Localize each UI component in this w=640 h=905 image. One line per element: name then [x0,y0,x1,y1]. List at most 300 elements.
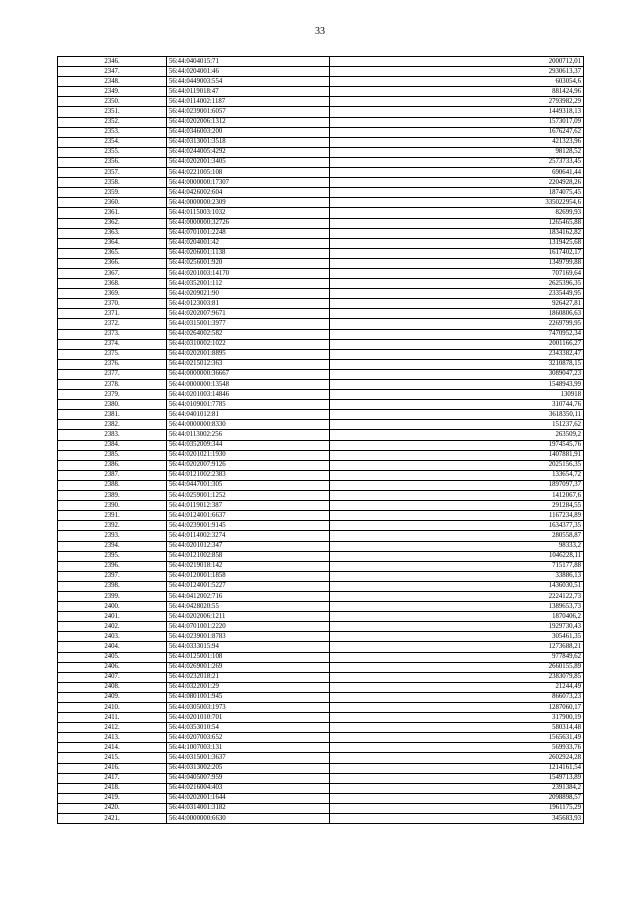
cadastral-value-cell: 1834162,82 [330,228,584,238]
table-row [58,369,584,379]
row-number-cell: 2377. [58,369,167,379]
cadastral-value-cell: 291284,55 [330,501,584,511]
cadastral-number-cell: 56:44:0315001:3977 [167,319,330,329]
cadastral-number-cell: 56:44:0201003:14170 [167,268,330,278]
cadastral-number-cell: 56:44:0202001:8895 [167,349,330,359]
row-number-cell: 2396. [58,561,167,571]
cadastral-value-cell: 1287060,17 [330,703,584,713]
cadastral-value-cell: 1860806,63 [330,309,584,319]
row-number-cell: 2415. [58,753,167,763]
row-number-cell: 2378. [58,380,167,390]
cadastral-number-cell: 56:44:0239001:6057 [167,107,330,117]
cadastral-number-cell: 56:44:0352001:112 [167,279,330,289]
cadastral-value-cell: 603054,6 [330,77,584,87]
cadastral-value-cell: 310744,76 [330,400,584,410]
cadastral-number-cell: 56:44:0216004:403 [167,783,330,793]
cadastral-value-cell: 715177,88 [330,561,584,571]
table-row [58,450,584,460]
cadastral-number-cell: 56:44:0204001:42 [167,238,330,248]
table-row [58,238,584,248]
cadastral-number-cell: 56:44:0313002:205 [167,763,330,773]
row-number-cell: 2360. [58,198,167,208]
table-row [58,763,584,773]
table-row [58,622,584,632]
table-row [58,662,584,672]
cadastral-number-cell: 56:44:0123003:81 [167,299,330,309]
cadastral-value-cell: 2001166,27 [330,339,584,349]
cadastral-number-cell: 56:44:0333015:94 [167,642,330,652]
row-number-cell: 2374. [58,339,167,349]
row-number-cell: 2368. [58,279,167,289]
cadastral-number-cell: 56:44:0000000:8330 [167,420,330,430]
cadastral-number-cell: 56:44:0113002:256 [167,430,330,440]
cadastral-number-cell: 56:44:0256001:920 [167,258,330,268]
cadastral-number-cell: 56:44:0264002:582 [167,329,330,339]
row-number-cell: 2388. [58,480,167,490]
table-row [58,501,584,511]
cadastral-value-cell: 2335449,95 [330,289,584,299]
table-row [58,178,584,188]
row-number-cell: 2347. [58,67,167,77]
cadastral-number-cell: 56:44:0352009:344 [167,440,330,450]
row-number-cell: 2383. [58,430,167,440]
row-number-cell: 2397. [58,571,167,581]
table-row [58,329,584,339]
cadastral-value-cell: 335022954,6 [330,198,584,208]
table-row [58,390,584,400]
cadastral-value-cell: 1265465,88 [330,218,584,228]
row-number-cell: 2351. [58,107,167,117]
cadastral-value-cell: 1897097,37 [330,480,584,490]
table-row [58,470,584,480]
row-number-cell: 2417. [58,773,167,783]
row-number-cell: 2421. [58,814,167,824]
cadastral-value-cell: 569933,76 [330,743,584,753]
row-number-cell: 2350. [58,97,167,107]
cadastral-number-cell: 56:44:1007003:131 [167,743,330,753]
table-row [58,349,584,359]
cadastral-value-cell: 1961175,29 [330,803,584,813]
table-row [58,723,584,733]
table-row [58,319,584,329]
table-row [58,258,584,268]
table-row [58,188,584,198]
cadastral-value-cell: 1548943,99 [330,380,584,390]
table-row [58,632,584,642]
table-row [58,672,584,682]
cadastral-number-cell: 56:44:0353010:54 [167,723,330,733]
cadastral-number-cell: 56:44:0000000:32726 [167,218,330,228]
cadastral-number-cell: 56:44:0204001:46 [167,67,330,77]
cadastral-number-cell: 56:44:0315001:3637 [167,753,330,763]
row-number-cell: 2356. [58,157,167,167]
cadastral-value-cell: 866073,23 [330,692,584,702]
cadastral-value-cell: 881424,96 [330,87,584,97]
table-row [58,602,584,612]
row-number-cell: 2389. [58,491,167,501]
table-body [58,57,584,824]
table-row [58,289,584,299]
cadastral-number-cell: 56:44:0701001:2220 [167,622,330,632]
cadastral-value-cell: 2343382,47 [330,349,584,359]
row-number-cell: 2409. [58,692,167,702]
row-number-cell: 2393. [58,531,167,541]
row-number-cell: 2352. [58,117,167,127]
cadastral-value-cell: 1676247,62 [330,127,584,137]
row-number-cell: 2353. [58,127,167,137]
cadastral-value-cell: 130918 [330,390,584,400]
cadastral-number-cell: 56:44:0000000:17307 [167,178,330,188]
cadastral-number-cell: 56:44:0000000:2309 [167,198,330,208]
row-number-cell: 2420. [58,803,167,813]
row-number-cell: 2399. [58,591,167,601]
row-number-cell: 2419. [58,793,167,803]
cadastral-number-cell: 56:44:0244005:4292 [167,147,330,157]
table-row [58,380,584,390]
table-row [58,248,584,258]
cadastral-number-cell: 56:44:0000000:13548 [167,380,330,390]
cadastral-value-cell: 1565631,49 [330,733,584,743]
row-number-cell: 2379. [58,390,167,400]
cadastral-value-cell: 2383079,85 [330,672,584,682]
cadastral-value-cell: 1389653,73 [330,602,584,612]
cadastral-number-cell: 56:44:0201010:701 [167,713,330,723]
cadastral-number-cell: 56:44:0124001:6637 [167,511,330,521]
cadastral-number-cell: 56:44:0801001:945 [167,692,330,702]
cadastral-number-cell: 56:44:0114002:1187 [167,97,330,107]
row-number-cell: 2400. [58,602,167,612]
table-row [58,147,584,157]
row-number-cell: 2372. [58,319,167,329]
table-row [58,309,584,319]
row-number-cell: 2361. [58,208,167,218]
row-number-cell: 2401. [58,612,167,622]
row-number-cell: 2369. [58,289,167,299]
table-row [58,703,584,713]
table-row [58,642,584,652]
table-row [58,157,584,167]
cadastral-number-cell: 56:44:0269001:269 [167,662,330,672]
table-row [58,67,584,77]
cadastral-number-cell: 56:44:0000000:36667 [167,369,330,379]
table-row [58,410,584,420]
cadastral-value-cell: 1617402,17 [330,248,584,258]
cadastral-value-cell: 1436030,51 [330,581,584,591]
cadastral-value-cell: 2025156,35 [330,460,584,470]
table-row [58,168,584,178]
row-number-cell: 2384. [58,440,167,450]
cadastral-number-cell: 56:44:0121002:2383 [167,470,330,480]
table-row [58,581,584,591]
table-row [58,531,584,541]
cadastral-value-cell: 1407881,91 [330,450,584,460]
row-number-cell: 2403. [58,632,167,642]
table-row [58,117,584,127]
cadastral-value-cell: 7470952,34 [330,329,584,339]
row-number-cell: 2386. [58,460,167,470]
cadastral-value-table [57,56,584,824]
cadastral-number-cell: 56:44:0120001:1858 [167,571,330,581]
table-row [58,420,584,430]
cadastral-number-cell: 56:44:0000000:6630 [167,814,330,824]
cadastral-number-cell: 56:44:0119018:47 [167,87,330,97]
row-number-cell: 2391. [58,511,167,521]
row-number-cell: 2395. [58,551,167,561]
row-number-cell: 2367. [58,268,167,278]
table-row [58,359,584,369]
cadastral-number-cell: 56:44:0305003:1973 [167,703,330,713]
row-number-cell: 2404. [58,642,167,652]
cadastral-number-cell: 56:44:0115003:1032 [167,208,330,218]
cadastral-number-cell: 56:44:0219018:142 [167,561,330,571]
table-row [58,208,584,218]
table-row [58,541,584,551]
table-row [58,218,584,228]
cadastral-number-cell: 56:44:0202001:1644 [167,793,330,803]
table-row [58,491,584,501]
page-number: 33 [315,26,325,37]
row-number-cell: 2411. [58,713,167,723]
cadastral-value-cell: 3210878,15 [330,359,584,369]
cadastral-number-cell: 56:44:0201003:14846 [167,390,330,400]
cadastral-value-cell: 1046228,11 [330,551,584,561]
table-row [58,511,584,521]
cadastral-value-cell: 2573733,45 [330,157,584,167]
table-row [58,87,584,97]
table-row [58,127,584,137]
row-number-cell: 2376. [58,359,167,369]
cadastral-value-cell: 2625396,35 [330,279,584,289]
cadastral-value-cell: 580314,48 [330,723,584,733]
cadastral-value-cell: 2391384,2 [330,783,584,793]
cadastral-number-cell: 56:44:0428020:55 [167,602,330,612]
row-number-cell: 2394. [58,541,167,551]
cadastral-number-cell: 56:44:0202007:9671 [167,309,330,319]
row-number-cell: 2407. [58,672,167,682]
row-number-cell: 2357. [58,168,167,178]
row-number-cell: 2371. [58,309,167,319]
cadastral-number-cell: 56:44:0209021:90 [167,289,330,299]
cadastral-number-cell: 56:44:0215012:363 [167,359,330,369]
cadastral-value-cell: 707169,64 [330,268,584,278]
table-row [58,440,584,450]
cadastral-number-cell: 56:44:0259001:1252 [167,491,330,501]
table-row [58,783,584,793]
cadastral-number-cell: 56:44:0207003:652 [167,733,330,743]
cadastral-value-cell: 2000712,01 [330,57,584,67]
table-row [58,743,584,753]
cadastral-number-cell: 56:44:0114002:3274 [167,531,330,541]
table-row [58,137,584,147]
cadastral-number-cell: 56:44:0201021:1930 [167,450,330,460]
cadastral-number-cell: 56:44:0124001:5227 [167,581,330,591]
table-row [58,521,584,531]
cadastral-value-cell: 977849,62 [330,652,584,662]
row-number-cell: 2412. [58,723,167,733]
cadastral-number-cell: 56:44:0449003:554 [167,77,330,87]
cadastral-value-cell: 1573017,09 [330,117,584,127]
row-number-cell: 2373. [58,329,167,339]
cadastral-value-cell: 1549713,89 [330,773,584,783]
row-number-cell: 2418. [58,783,167,793]
cadastral-number-cell: 56:44:0404015:71 [167,57,330,67]
cadastral-value-cell: 1929730,43 [330,622,584,632]
row-number-cell: 2363. [58,228,167,238]
cadastral-value-cell: 1167234,89 [330,511,584,521]
cadastral-value-cell: 2224122,73 [330,591,584,601]
cadastral-value-cell: 421323,96 [330,137,584,147]
row-number-cell: 2408. [58,682,167,692]
row-number-cell: 2416. [58,763,167,773]
table-row [58,713,584,723]
table-row [58,57,584,67]
row-number-cell: 2398. [58,581,167,591]
cadastral-value-cell: 2930613,37 [330,67,584,77]
table-row [58,591,584,601]
cadastral-number-cell: 56:44:0232018:21 [167,672,330,682]
row-number-cell: 2410. [58,703,167,713]
cadastral-value-cell: 133654,72 [330,470,584,480]
table-row [58,733,584,743]
cadastral-value-cell: 1870406,2 [330,612,584,622]
row-number-cell: 2405. [58,652,167,662]
cadastral-value-cell: 1273688,21 [330,642,584,652]
row-number-cell: 2382. [58,420,167,430]
cadastral-value-cell: 1349799,88 [330,258,584,268]
cadastral-number-cell: 56:44:0221005:108 [167,168,330,178]
table-row [58,814,584,824]
cadastral-number-cell: 56:44:0426002:604 [167,188,330,198]
table-row [58,692,584,702]
cadastral-number-cell: 56:44:0206001:1138 [167,248,330,258]
table-row [58,682,584,692]
cadastral-number-cell: 56:44:0121002:858 [167,551,330,561]
cadastral-value-cell: 1634377,35 [330,521,584,531]
table-row [58,279,584,289]
cadastral-number-cell: 56:44:0202006:1312 [167,117,330,127]
table-row [58,773,584,783]
cadastral-number-cell: 56:44:0202006:1211 [167,612,330,622]
cadastral-value-cell: 2660155,89 [330,662,584,672]
cadastral-value-cell: 2793982,29 [330,97,584,107]
table-row [58,480,584,490]
cadastral-number-cell: 56:44:0109001:7785 [167,400,330,410]
row-number-cell: 2385. [58,450,167,460]
row-number-cell: 2365. [58,248,167,258]
row-number-cell: 2387. [58,470,167,480]
cadastral-number-cell: 56:44:0313001:3518 [167,137,330,147]
row-number-cell: 2366. [58,258,167,268]
cadastral-value-cell: 1319425,68 [330,238,584,248]
table-row [58,561,584,571]
cadastral-number-cell: 56:44:0447001:305 [167,480,330,490]
row-number-cell: 2349. [58,87,167,97]
cadastral-value-cell: 280558,87 [330,531,584,541]
row-number-cell: 2413. [58,733,167,743]
cadastral-value-cell: 98333,2 [330,541,584,551]
cadastral-number-cell: 56:44:0701001:2248 [167,228,330,238]
table-row [58,77,584,87]
cadastral-value-cell: 1412067,6 [330,491,584,501]
table-row [58,551,584,561]
cadastral-value-cell: 690641,44 [330,168,584,178]
cadastral-number-cell: 56:44:0239001:8783 [167,632,330,642]
cadastral-number-cell: 56:44:0202001:3405 [167,157,330,167]
table-row [58,803,584,813]
cadastral-value-cell: 1214161,54 [330,763,584,773]
cadastral-value-cell: 345683,93 [330,814,584,824]
table-row [58,612,584,622]
cadastral-number-cell: 56:44:0119012:387 [167,501,330,511]
cadastral-number-cell: 56:44:0412002:716 [167,591,330,601]
table-row [58,793,584,803]
cadastral-value-cell: 317900,19 [330,713,584,723]
row-number-cell: 2362. [58,218,167,228]
cadastral-value-cell: 2204928,26 [330,178,584,188]
cadastral-value-cell: 305461,35 [330,632,584,642]
table-row [58,400,584,410]
cadastral-value-cell: 263509,2 [330,430,584,440]
cadastral-value-cell: 1974545,76 [330,440,584,450]
row-number-cell: 2348. [58,77,167,87]
cadastral-number-cell: 56:44:0401012:81 [167,410,330,420]
table-row [58,299,584,309]
table-row [58,268,584,278]
row-number-cell: 2402. [58,622,167,632]
cadastral-number-cell: 56:44:0239001:9145 [167,521,330,531]
row-number-cell: 2381. [58,410,167,420]
cadastral-number-cell: 56:44:0405007:959 [167,773,330,783]
table-row [58,198,584,208]
cadastral-value-cell: 2098898,57 [330,793,584,803]
table-row [58,571,584,581]
cadastral-value-cell: 926427,81 [330,299,584,309]
cadastral-value-cell: 82699,93 [330,208,584,218]
row-number-cell: 2380. [58,400,167,410]
table-row [58,430,584,440]
row-number-cell: 2364. [58,238,167,248]
cadastral-value-cell: 21244,49 [330,682,584,692]
table-row [58,97,584,107]
cadastral-number-cell: 56:44:0310002:1022 [167,339,330,349]
row-number-cell: 2358. [58,178,167,188]
row-number-cell: 2392. [58,521,167,531]
cadastral-value-cell: 33886,13 [330,571,584,581]
cadastral-number-cell: 56:44:0202007:9126 [167,460,330,470]
table-row [58,107,584,117]
row-number-cell: 2355. [58,147,167,157]
cadastral-number-cell: 56:44:0314001:3182 [167,803,330,813]
row-number-cell: 2346. [58,57,167,67]
row-number-cell: 2406. [58,662,167,672]
row-number-cell: 2354. [58,137,167,147]
cadastral-value-cell: 1874075,45 [330,188,584,198]
cadastral-value-cell: 2602924,28 [330,753,584,763]
table-row [58,753,584,763]
cadastral-value-cell: 3618350,11 [330,410,584,420]
table-row [58,460,584,470]
cadastral-number-cell: 56:44:0322001:29 [167,682,330,692]
cadastral-value-cell: 1449318,13 [330,107,584,117]
cadastral-number-cell: 56:44:0125001:108 [167,652,330,662]
table-row [58,228,584,238]
table-row [58,652,584,662]
row-number-cell: 2414. [58,743,167,753]
cadastral-value-cell: 2269799,95 [330,319,584,329]
row-number-cell: 2370. [58,299,167,309]
row-number-cell: 2359. [58,188,167,198]
cadastral-value-cell: 151237,62 [330,420,584,430]
